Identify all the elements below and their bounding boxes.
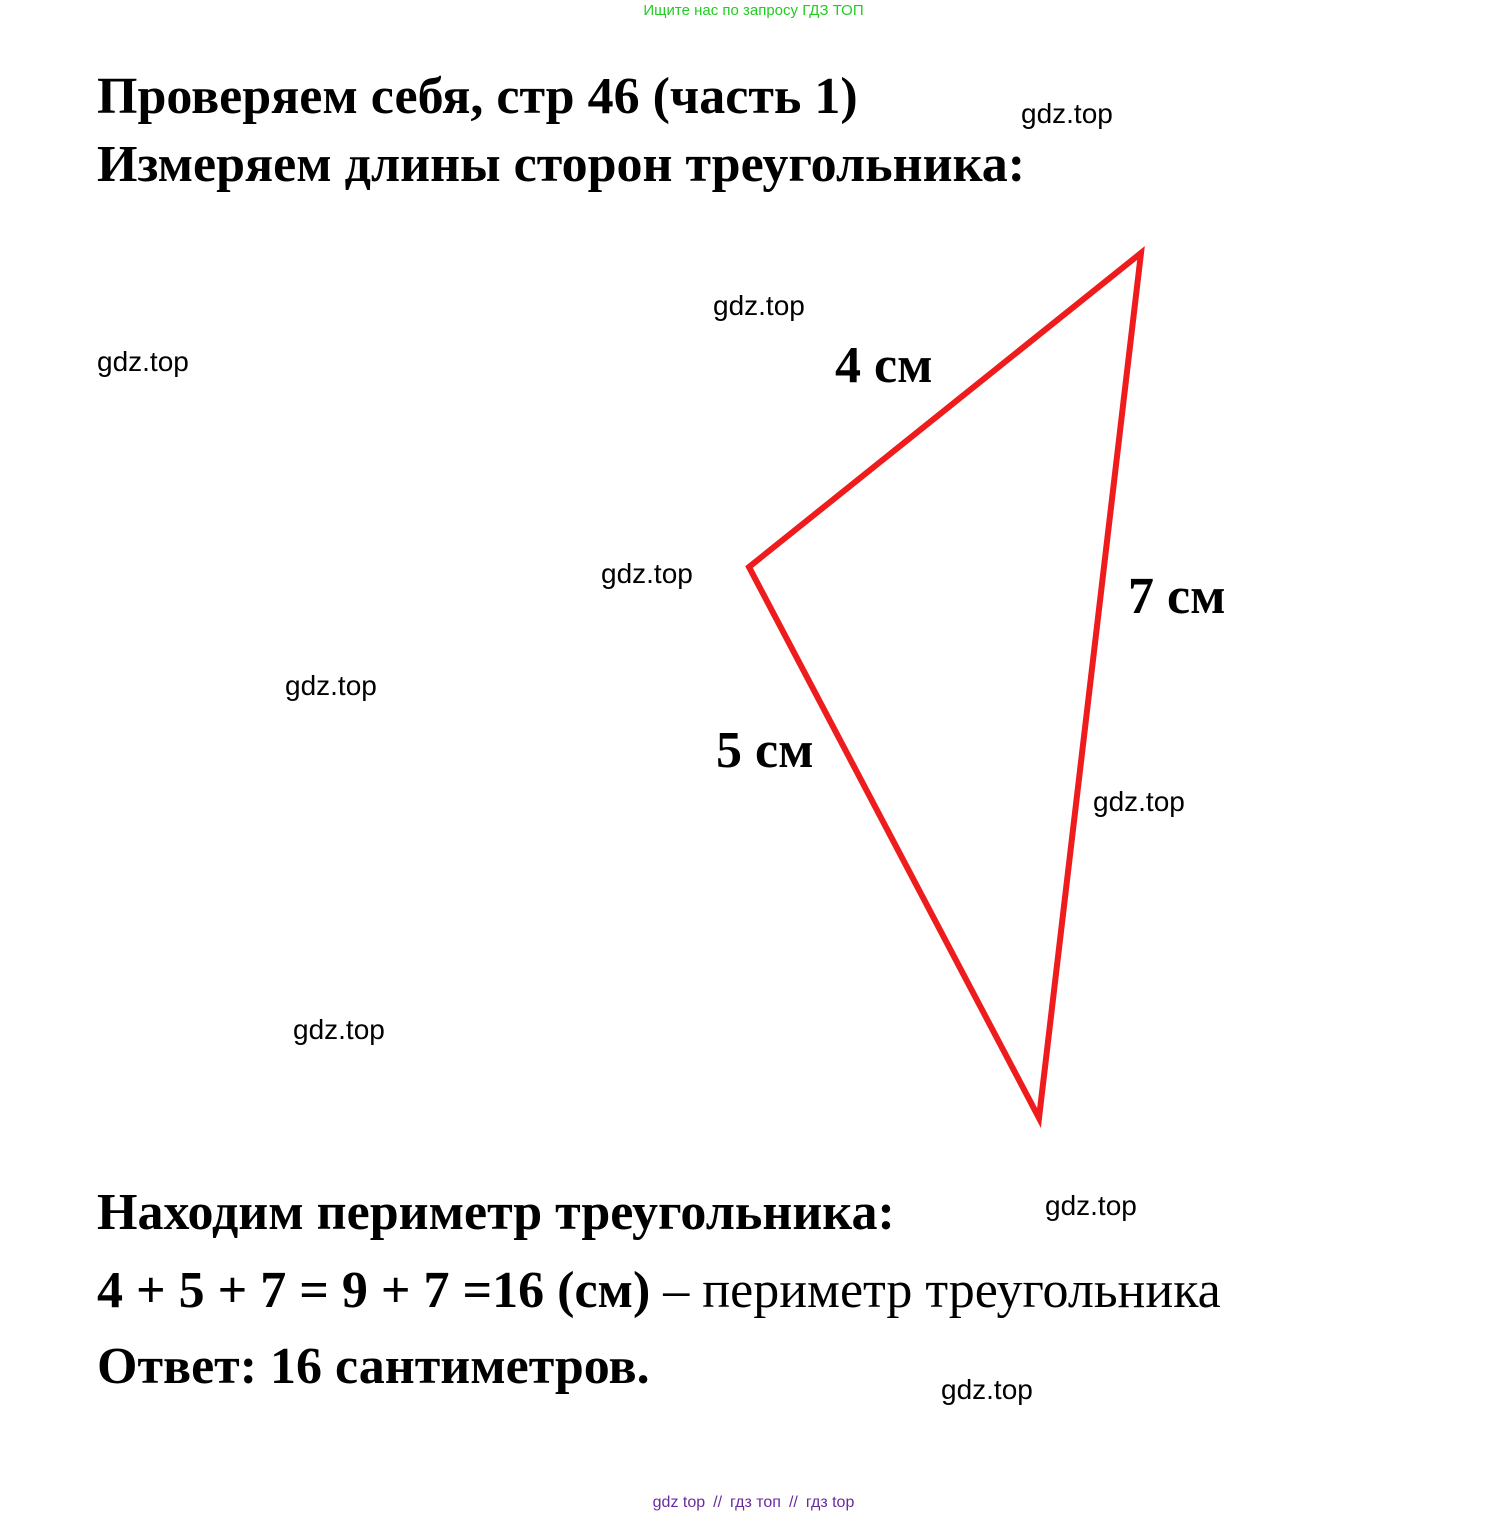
- task-subtitle: Измеряем длины сторон треугольника:: [97, 136, 1026, 193]
- footer-link[interactable]: гдз top: [805, 1494, 855, 1511]
- page-title: Проверяем себя, стр 46 (часть 1): [97, 68, 858, 125]
- watermark: gdz.top: [293, 1014, 385, 1045]
- side-label-right: 7 см: [1128, 568, 1226, 625]
- watermark: gdz.top: [1045, 1190, 1137, 1221]
- footer-separator: //: [713, 1494, 723, 1511]
- perimeter-heading: Находим периметр треугольника:: [97, 1184, 895, 1241]
- footer-separator: //: [788, 1494, 798, 1511]
- side-label-top: 4 см: [835, 337, 933, 394]
- footer-link[interactable]: gdz top: [652, 1494, 706, 1511]
- watermark: gdz.top: [941, 1374, 1033, 1405]
- watermark: gdz.top: [285, 670, 377, 701]
- equation-description: – периметр треугольника: [650, 1262, 1221, 1319]
- watermark: gdz.top: [1093, 786, 1185, 817]
- watermark: gdz.top: [601, 558, 693, 589]
- footer-links: [0, 1494, 1507, 1512]
- answer-line: Ответ: 16 сантиметров.: [97, 1338, 650, 1395]
- watermark: gdz.top: [97, 346, 189, 377]
- footer-link[interactable]: гдз топ: [730, 1494, 781, 1511]
- side-label-left: 5 см: [716, 722, 814, 779]
- watermark: gdz.top: [1021, 98, 1113, 129]
- search-banner: Ищите нас по запросу ГДЗ ТОП: [643, 2, 864, 19]
- equation-calculation: 4 + 5 + 7 = 9 + 7 =16 (см): [97, 1262, 651, 1319]
- perimeter-equation: [97, 1262, 1221, 1319]
- watermark: gdz.top: [713, 290, 805, 321]
- triangle-shape: [749, 253, 1141, 1118]
